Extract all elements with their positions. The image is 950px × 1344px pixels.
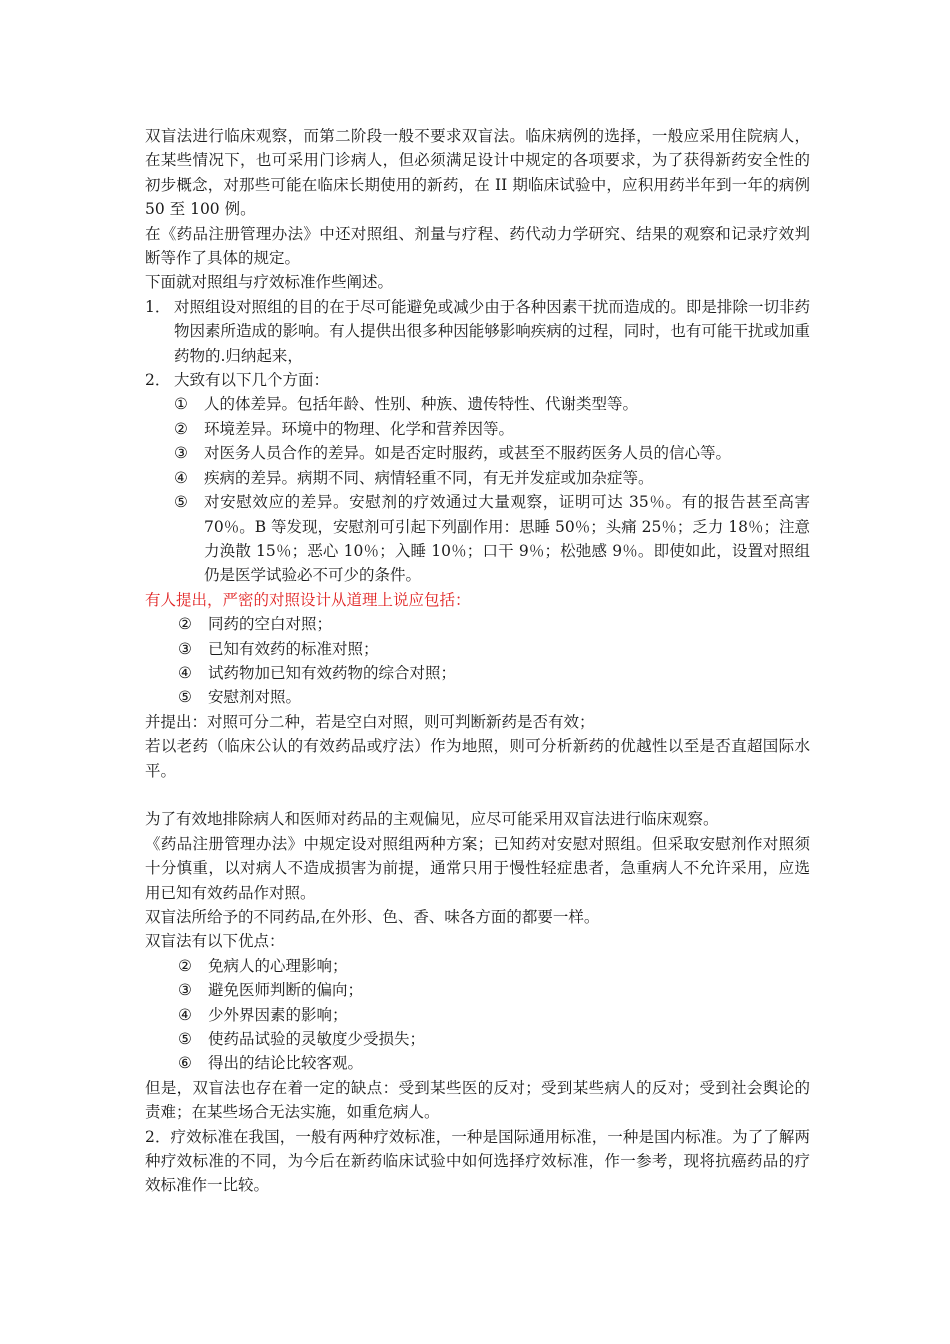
paragraph-intro: 下面就对照组与疗效标准作些阐述。 <box>145 273 394 292</box>
circled-number: ③ <box>178 981 192 1000</box>
item-number: 1． <box>145 297 171 316</box>
blank-line <box>145 783 810 807</box>
factor-text: 环境差异。环境中的物理、化学和营养因等。 <box>204 419 515 438</box>
control-type-item <box>145 661 810 685</box>
advantage-text: 得出的结论比较客观。 <box>208 1054 364 1073</box>
circled-number: ② <box>178 956 192 975</box>
circled-number: ④ <box>178 1005 192 1024</box>
advantage-item <box>145 978 810 1002</box>
control-type-text: 已知有效药的标准对照； <box>208 639 379 658</box>
circled-number: ③ <box>178 639 192 658</box>
factor-text: 人的体差异。包括年龄、性别、种族、遗传特性、代谢类型等。 <box>204 395 639 414</box>
factor-item <box>145 417 810 441</box>
advantage-item <box>145 1003 810 1027</box>
circled-number: ③ <box>174 444 188 463</box>
factor-text: 疾病的差异。病期不同、病情轻重不同，有无并发症或加杂症等。 <box>204 468 654 487</box>
item-number: 2． <box>145 371 171 390</box>
control-type-text: 安慰剂对照。 <box>208 688 302 707</box>
circled-number: ⑤ <box>178 1030 192 1049</box>
numbered-item-2 <box>145 368 810 392</box>
circled-number: ⑤ <box>174 493 188 512</box>
advantage-item <box>145 954 810 978</box>
control-type-item <box>145 612 810 636</box>
paragraph-old-drug: 若以老药（临床公认的有效药品或疗法）作为地照，则可分析新药的优越性以至是否直超国际水平。 <box>145 737 810 780</box>
control-type-text: 试药物加已知有效药物的综合对照； <box>208 663 457 682</box>
factor-item <box>145 466 810 490</box>
item-text: 对照组设对照组的目的在于尽可能避免或减少由于各种因素干扰而造成的。即是排除一切非药物因素所造成的影响。有人提供出很多种因能够影响疾病的过程，同时，也有可能干扰或加重药物的.归纳起来， <box>174 297 810 365</box>
factor-item <box>145 392 810 416</box>
circled-number: ① <box>174 395 188 414</box>
document-page <box>145 124 810 1198</box>
circled-number: ④ <box>178 663 192 682</box>
control-type-item <box>145 685 810 709</box>
circled-number: ② <box>178 615 192 634</box>
paragraph-case-selection: 双盲法进行临床观察，而第二阶段一般不要求双盲法。临床病例的选择，一般应采用住院病人，在某些情况下，也可采用门诊病人，但必须满足设计中规定的各项要求，为了获得新药安全性的初步概念，对那些可能在临床长期使用的新药，在 II 期临床试验中，应积用药半年到一年的病例 50 至 100 例。 <box>145 127 810 219</box>
advantage-text: 使药品试验的灵敏度少受损失； <box>208 1030 426 1049</box>
advantage-text: 避免医师判断的偏向； <box>208 981 364 1000</box>
advantage-item <box>145 1051 810 1075</box>
circled-number: ⑤ <box>178 688 192 707</box>
control-type-item <box>145 637 810 661</box>
paragraph-efficacy-standards: 2．疗效标准在我国，一般有两种疗效标准，一种是国际通用标准，一种是国内标准。为了了解两种疗效标准的不同，为今后在新药临床试验中如何选择疗效标准，作一参考，现将抗癌药品的疗效标准作一比较。 <box>145 1127 810 1195</box>
paragraph-advantages-intro: 双盲法有以下优点： <box>145 932 285 951</box>
factor-text: 对医务人员合作的差异。如是否定时服药，或甚至不服药医务人员的信心等。 <box>204 444 732 463</box>
advantage-item <box>145 1027 810 1051</box>
red-heading: 有人提出，严密的对照设计从道理上说应包括： <box>145 590 471 609</box>
factor-item <box>145 441 810 465</box>
factor-text: 对安慰效应的差异。安慰剂的疗效通过大量观察，证明可达 35％。有的报告甚至高害 70％。B 等发现，安慰剂可引起下列副作用：思睡 50％；头痛 25％；乏力 18％；注意力涣散 15％；恶心 10％；入睡 10％；口干 9％；松弛感 9％。即使如此，设置对照组仍是医学试验必不可少的条件。 <box>204 493 810 585</box>
control-type-text: 同药的空白对照； <box>208 615 333 634</box>
paragraph-double-blind: 为了有效地排除病人和医师对药品的主观偏见，应尽可能采用双盲法进行临床观察。 <box>145 810 719 829</box>
circled-number: ② <box>174 419 188 438</box>
paragraph-control-kinds: 并提出：对照可分二种，若是空白对照，则可判断新药是否有效； <box>145 712 595 731</box>
paragraph-placebo-rules: 《药品注册管理办法》中规定设对照组两种方案；已知药对安慰对照组。但采取安慰剂作对照须十分慎重，以对病人不造成损害为前提，通常只用于慢性轻症患者，急重病人不允许采用，应选用已知有效药品作对照。 <box>145 834 810 902</box>
advantage-text: 免病人的心理影响； <box>208 956 348 975</box>
circled-number: ④ <box>174 468 188 487</box>
factor-item <box>145 490 810 588</box>
paragraph-appearance: 双盲法所给予的不同药品,在外形、色、香、味各方面的都要一样。 <box>145 907 600 926</box>
paragraph-regulations: 在《药品注册管理办法》中还对照组、剂量与疗程、药代动力学研究、结果的观察和记录疗效判断等作了具体的规定。 <box>145 224 810 268</box>
circled-number: ⑥ <box>178 1054 192 1073</box>
item-text: 大致有以下几个方面： <box>174 371 330 390</box>
paragraph-disadvantages: 但是，双盲法也存在着一定的缺点：受到某些医的反对；受到某些病人的反对；受到社会舆论的责难；在某些场合无法实施，如重危病人。 <box>145 1078 810 1122</box>
numbered-item-1 <box>145 295 810 368</box>
advantage-text: 少外界因素的影响； <box>208 1005 348 1024</box>
